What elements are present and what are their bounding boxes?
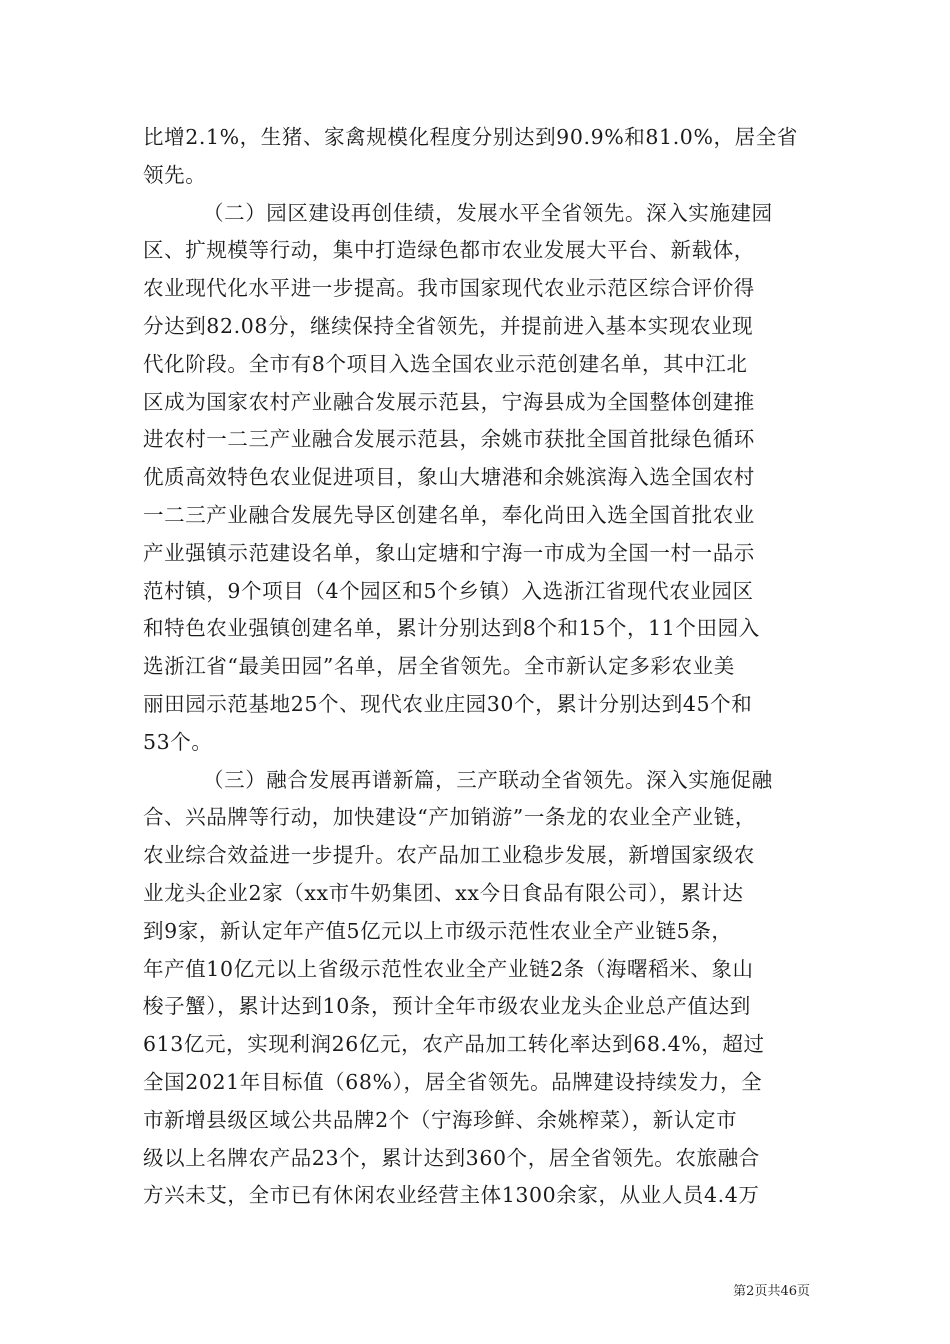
text-line: 和特色农业强镇创建名单，累计分别达到8个和15个，11个田园入 <box>143 616 760 641</box>
text-line: 农业综合效益进一步提升。农产品加工业稳步发展，新增国家级农 <box>143 843 755 868</box>
text-line: 产业强镇示范建设名单，象山定塘和宁海一市成为全国一村一品示 <box>143 540 755 565</box>
text-line: 农业现代化水平进一步提高。我市国家现代农业示范区综合评价得 <box>143 276 755 301</box>
text-line: 方兴未艾，全市已有休闲农业经营主体1300余家，从业人员4.4万 <box>143 1183 760 1208</box>
text-line: 领先。 <box>143 162 207 187</box>
text-line: 范村镇，9个项目（4个园区和5个乡镇）入选浙江省现代农业园区 <box>143 578 754 603</box>
text-line: 合、兴品牌等行动，加快建设“产加销游”一条龙的农业全产业链， <box>143 805 756 830</box>
text-line: 613亿元，实现利润26亿元，农产品加工转化率达到68.4%，超过 <box>143 1032 765 1057</box>
text-line: 比增2.1%，生猪、家禽规模化程度分别达到90.9%和81.0%，居全省 <box>143 125 798 149</box>
text-line: 53个。 <box>143 729 213 754</box>
text-line: 区成为国家农村产业融合发展示范县，宁海县成为全国整体创建推 <box>143 389 755 414</box>
body-text <box>143 119 809 1215</box>
paragraph-first-line: （三）融合发展再谱新篇，三产联动全省领先。深入实施促融 <box>203 767 773 792</box>
text-line: 级以上名牌农产品23个，累计达到360个，居全省领先。农旅融合 <box>143 1145 760 1170</box>
paragraph-first-line: （二）园区建设再创佳绩，发展水平全省领先。深入实施建园 <box>203 200 773 225</box>
text-line: 年产值10亿元以上省级示范性农业全产业链2条（海曙稻米、象山 <box>143 956 754 981</box>
text-line: 全国2021年目标值（68%），居全省领先。品牌建设持续发力，全 <box>143 1069 763 1094</box>
text-line: 到9家，新认定年产值5亿元以上市级示范性农业全产业链5条， <box>143 918 733 943</box>
text-line: 业龙头企业2家（xx市牛奶集团、xx今日食品有限公司），累计达 <box>143 880 744 905</box>
text-line: 丽田园示范基地25个、现代农业庄园30个，累计分别达到45个和 <box>143 691 753 716</box>
text-line: 选浙江省“最美田园”名单，居全省领先。全市新认定多彩农业美 <box>143 654 735 679</box>
text-line: 代化阶段。全市有8个项目入选全国农业示范创建名单，其中江北 <box>143 351 748 376</box>
text-line: 优质高效特色农业促进项目，象山大塘港和余姚滨海入选全国农村 <box>143 465 755 490</box>
text-line: 梭子蟹），累计达到10条，预计全年市级农业龙头企业总产值达到 <box>143 994 751 1019</box>
text-line: 进农村一二三产业融合发展示范县，余姚市获批全国首批绿色循环 <box>143 427 755 452</box>
text-line: 区、扩规模等行动，集中打造绿色都市农业发展大平台、新载体， <box>143 238 755 263</box>
text-line: 一二三产业融合发展先导区创建名单，奉化尚田入选全国首批农业 <box>143 502 755 527</box>
page-number: 第2页共46页 <box>733 1284 810 1299</box>
text-line: 市新增县级区域公共品牌2个（宁海珍鲜、余姚榨菜），新认定市 <box>143 1107 738 1132</box>
text-line: 分达到82.08分，继续保持全省领先，并提前进入基本实现农业现 <box>143 313 754 338</box>
